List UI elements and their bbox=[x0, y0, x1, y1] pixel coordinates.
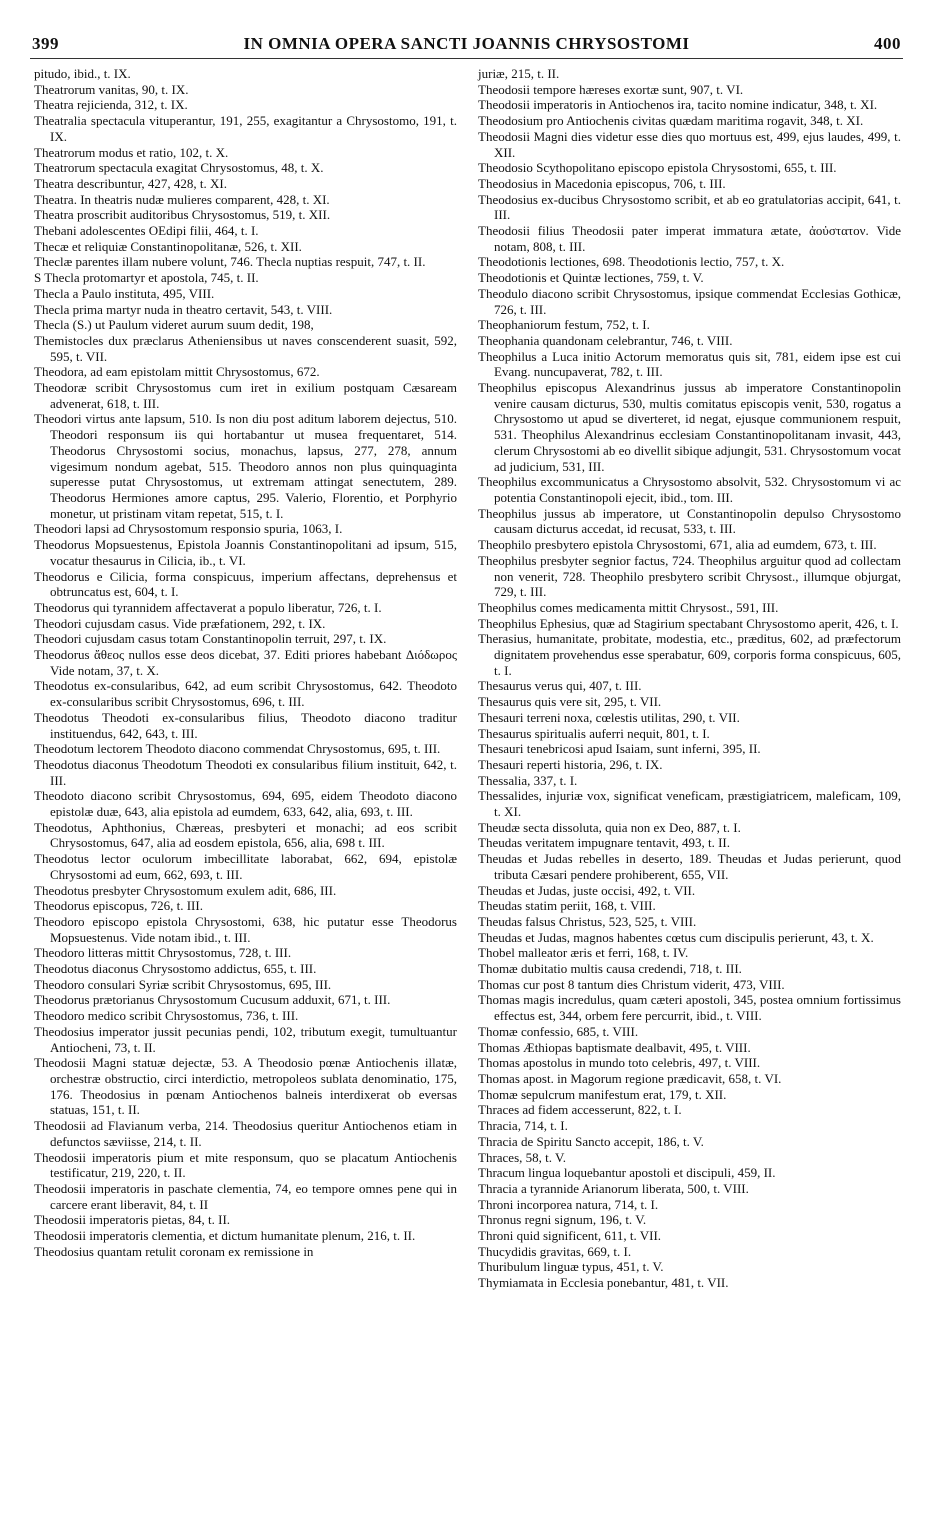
index-entry: Theodotus lector oculorum imbecillitate laborabat, 662, 694, epistolæ Chrysostomi ad eum, 662, 693, t. III. bbox=[34, 851, 457, 882]
index-entry: Theudas et Judas, juste occisi, 492, t. VII. bbox=[478, 882, 696, 898]
index-entry: Thomas Æthiopas baptismate dealbavit, 495, t. VIII. bbox=[478, 1039, 751, 1055]
index-entry: Theodosii Magni statuæ dejectæ, 53. A Theodosio pœnæ Antiochenis illatæ, orchestræ obstructio, circi interdictio, metropoleos sublata denominatio, 175, 176. Theodosius in pœnam Antiochenos balneis interdixerat ob eversas statuas, 151, t. II. bbox=[34, 1055, 457, 1118]
index-entry: Theodulo diacono scribit Chrysostomus, ipsique commendat Ecclesias Gothicæ, 726, t. III. bbox=[478, 285, 901, 317]
index-entry: Theodosium pro Antiochenis civitas quædam maritima rogavit, 348, t. XI. bbox=[478, 113, 864, 129]
index-entry: Theodori cujusdam casus totam Constantinopolin terruit, 297, t. IX. bbox=[34, 631, 387, 647]
index-entry: Thesaurus verus qui, 407, t. III. bbox=[478, 678, 642, 694]
index-entry: Theodosii imperatoris in Antiochenos ira, tacito nomine indicatur, 348, t. XI. bbox=[478, 97, 878, 113]
index-entry: Theodoro litteras mittit Chrysostomus, 728, t. III. bbox=[34, 945, 292, 961]
index-entry: Theudas statim periit, 168, t. VIII. bbox=[478, 898, 656, 914]
index-entry: Thronus regni signum, 196, t. V. bbox=[478, 1212, 647, 1228]
index-entry: Theodoro consulari Syriæ scribit Chrysostomus, 695, III. bbox=[34, 976, 332, 992]
index-entry: Theophaniorum festum, 752, t. I. bbox=[478, 317, 650, 333]
index-entry: Thesauri reperti historia, 296, t. IX. bbox=[478, 756, 663, 772]
index-entry: Thraces, 58, t. V. bbox=[478, 1149, 566, 1165]
index-entry: Theatrorum vanitas, 90, t. IX. bbox=[34, 81, 189, 97]
index-entry: Theophilus jussus ab imperatore, ut Constantinopolin depulso Chrysostomo causam dicturus accedat, id recusat, 533, t. III. bbox=[478, 505, 901, 537]
index-entry: Theodori virtus ante lapsum, 510. Is non diu post aditum laborem dejectus, 510. Theodori responsum iis qui hortabantur ut musea frequentaret, 514. Theodorus Chrysostomi socius, monachus, lapsus, 277, 278, annum vigesimum nondum agebat, 515. Theodoro annos non plus quinquaginta superesse putat Chrysostomus, ut extremam attingat senectutem, 289. Theodorus Hermiones amore captus, 295. Valerio, Florentio, et Porphyrio monetur, ut pristinam vitam repetat, 515, t. I. bbox=[34, 411, 457, 521]
index-entry: Theudas et Judas rebelles in deserto, 189. Theudas et Judas perierunt, quod tributa Cæsari pendere prohiberent, 655, VII. bbox=[478, 851, 901, 882]
index-entry: Theodorus prætorianus Chrysostomum Cucusum adduxit, 671, t. III. bbox=[34, 992, 391, 1008]
index-entry: Theodotus Theodoti ex-consularibus filius, Theodoto diacono traditur instituendus, 642, 643, t. III. bbox=[34, 709, 457, 741]
index-entry: Theudas et Judas, magnos habentes cœtus cum discipulis perierunt, 43, t. X. bbox=[478, 929, 874, 945]
index-entry: Theodosius quantam retulit coronam ex remissione in bbox=[34, 1243, 314, 1259]
index-entry: Theodorus qui tyrannidem affectaverat a populo liberatur, 726, t. I. bbox=[34, 599, 382, 615]
index-entry: Theatra describuntur, 427, 428, t. XI. bbox=[34, 175, 227, 191]
index-entry: Theophilus Ephesius, quæ ad Stagirium spectabant Chrysostomo aperit, 426, t. I. bbox=[478, 615, 899, 631]
index-entry: Thomas apostolus in mundo toto celebris, 497, t. VIII. bbox=[478, 1055, 761, 1071]
index-entry: Thomæ dubitatio multis causa credendi, 718, t. III. bbox=[478, 961, 742, 977]
index-entry: Thymiamata in Ecclesia ponebantur, 481, t. VII. bbox=[478, 1275, 729, 1291]
index-entry: Theodosii Magni dies videtur esse dies quo mortuus est, 499, ejus laudes, 499, t. XII. bbox=[478, 128, 901, 160]
index-entry: Theodora, ad eam epistolam mittit Chrysostomus, 672. bbox=[34, 364, 320, 380]
index-entry: Theudæ secta dissoluta, quia non ex Deo, 887, t. I. bbox=[478, 819, 741, 835]
index-entry: Thomæ confessio, 685, t. VIII. bbox=[478, 1023, 639, 1039]
index-entry: Thucydidis gravitas, 669, t. I. bbox=[478, 1243, 632, 1259]
index-entry: Theatrorum modus et ratio, 102, t. X. bbox=[34, 144, 229, 160]
header-rule bbox=[30, 58, 903, 59]
index-entry: Theophilo presbytero epistola Chrysostomi, 671, alia ad eumdem, 673, t. III. bbox=[478, 537, 877, 553]
index-entry: Theophilus episcopus Alexandrinus jussus ab imperatore Constantinopolin venire causam dicturus, 530, multis comitatus episcopis venit, 530, rogatus a Chrysostomo ut apud se diverteret, id negat, ejusque communionem respuit, 531. Theophilus Alexandrinus ecclesiam Constantinopolitanam invasit, 443, clerum Chrysostomi ab eo divellit sibique adjungit, 531. Chrysostomum vocat ad judicium, 531, III. bbox=[478, 380, 901, 474]
page-number-right: 400 bbox=[874, 34, 901, 53]
running-title: IN OMNIA OPERA SANCTI JOANNIS CHRYSOSTOMI bbox=[243, 34, 690, 53]
index-entry: Theudas veritatem impugnare tentavit, 493, t. II. bbox=[478, 835, 730, 851]
index-entry: Thracia de Spiritu Sancto accepit, 186, t. V. bbox=[478, 1133, 704, 1149]
index-entry: Thracum lingua loquebantur apostoli et discipuli, 459, II. bbox=[478, 1165, 776, 1181]
index-entry: Theodosii imperatoris in paschate clementia, 74, eo tempore omnes pene qui in carcere erant liberavit, 84, t. II bbox=[34, 1180, 457, 1212]
index-entry: pitudo, ibid., t. IX. bbox=[34, 66, 131, 81]
index-entry: Theodosii tempore hæreses exortæ sunt, 907, t. VI. bbox=[478, 81, 744, 97]
index-entry: Theophania quandonam celebrantur, 746, t. VIII. bbox=[478, 332, 733, 348]
index-entry: Theodori cujusdam casus. Vide præfationem, 292, t. IX. bbox=[34, 615, 326, 631]
index-entry: Thesauri tenebricosi apud Isaiam, sunt inferni, 395, II. bbox=[478, 741, 761, 757]
index-entry: Theophilus presbyter segnior factus, 724. Theophilus arguitur quod ad collectam non venerit, 728. Theophilo presbytero scribit Chrysost., illumque objurgat, 729, t. III. bbox=[478, 552, 901, 600]
index-entry: Thessalia, 337, t. I. bbox=[478, 772, 578, 788]
index-entry: Theodotionis lectiones, 698. Theodotionis lectio, 757, t. X. bbox=[478, 254, 785, 270]
index-entry: Theodorus ἄθεος nullos esse deos dicebat, 37. Editi priores habebant Διόδωρος Vide notam, 37, t. X. bbox=[34, 647, 457, 678]
index-entry: S Thecla protomartyr et apostola, 745, t. II. bbox=[34, 270, 259, 286]
index-entry: Theatra rejicienda, 312, t. IX. bbox=[34, 97, 188, 113]
index-entry: Thesauri terreni noxa, cœlestis utilitas, 290, t. VII. bbox=[478, 709, 740, 725]
index-entry: Throni quid significent, 611, t. VII. bbox=[478, 1228, 662, 1244]
index-entry: Thecla prima martyr nuda in theatro certavit, 543, t. VIII. bbox=[34, 301, 333, 317]
index-entry: Theatra proscribit auditoribus Chrysostomus, 519, t. XII. bbox=[34, 207, 331, 223]
page-header bbox=[30, 30, 903, 58]
index-entry: Therasius, humanitate, probitate, modestia, etc., præditus, 602, ad præfectorum dignitatem provehendus esse sperabatur, 609, corporis forma conspicuus, 605, t. I. bbox=[478, 631, 901, 678]
index-entry: Thracia a tyrannide Arianorum liberata, 500, t. VIII. bbox=[478, 1180, 749, 1196]
index-entry: Theodotus diaconus Chrysostomo addictus, 655, t. III. bbox=[34, 961, 317, 977]
index-entry: Theodosii imperatoris clementia, et dictum humanitate plenum, 216, t. II. bbox=[34, 1228, 416, 1244]
index-entry: Thecla (S.) ut Paulum videret aurum suum dedit, 198, bbox=[34, 317, 314, 333]
index-entry: Theodotus diaconus Theodotum Theodoti ex consularibus filium instituit, 642, t. III. bbox=[34, 756, 457, 788]
index-entry: Theodosii imperatoris pietas, 84, t. II. bbox=[34, 1212, 231, 1228]
index-entry: Thessalides, injuriæ vox, significat veneficam, præstigiatricem, maleficam, 109, t. XI. bbox=[478, 788, 901, 820]
index-entry: Theophilus comes medicamenta mittit Chrysost., 591, III. bbox=[478, 599, 779, 615]
index-entry: Thobel malleator æris et ferri, 168, t. IV. bbox=[478, 945, 689, 961]
index-entry: juriæ, 215, t. II. bbox=[478, 66, 560, 81]
index-entry: Thesaurus spiritualis auferri nequit, 801, t. I. bbox=[478, 725, 710, 741]
index-entry: Thomas cur post 8 tantum dies Christum viderit, 473, VIII. bbox=[478, 976, 785, 992]
index-entry: Theatralia spectacula vituperantur, 191, 255, exagitantur a Chrysostomo, 191, t. IX. bbox=[34, 113, 457, 144]
index-entry: Theodoto diacono scribit Chrysostomus, 694, 695, eidem Theodoto diacono epistolæ duæ, 643, alia epistola ad eumdem, 633, 642, alia, 693, t. III. bbox=[34, 788, 457, 820]
index-entry: Theodoro medico scribit Chrysostomus, 736, t. III. bbox=[34, 1008, 299, 1024]
right-column bbox=[478, 66, 901, 1291]
index-entry: Theodosio Scythopolitano episcopo epistola Chrysostomi, 655, t. III. bbox=[478, 160, 837, 176]
index-entry: Theatrorum spectacula exagitat Chrysostomus, 48, t. X. bbox=[34, 160, 324, 176]
index-entry: Theodotus ex-consularibus, 642, ad eum scribit Chrysostomus, 642. Theodoto ex-consularibus scribit Chrysostomus, 696, t. III. bbox=[34, 678, 457, 710]
index-entry: Theodosii imperatoris pium et mite responsum, quo se placatum Antiochenis testificatur, 219, 220, t. II. bbox=[34, 1149, 457, 1181]
index-entry: Theodosii filius Theodosii pater imperat immatura ætate, ἀοὐστατον. Vide notam, 808, t. III. bbox=[478, 223, 901, 254]
index-entry: Theodoro episcopo epistola Chrysostomi, 638, hic putatur esse Theodorus Mopsuestenus. Vide notam ibid., t. III. bbox=[34, 913, 457, 945]
index-entry: Thebani adolescentes OEdipi filii, 464, t. I. bbox=[34, 223, 259, 239]
index-entry: Theodoræ scribit Chrysostomus cum iret in exilium postquam Cæsaream advenerat, 618, t. III. bbox=[34, 380, 457, 411]
index-entry: Thuribulum linguæ typus, 451, t. V. bbox=[478, 1259, 664, 1275]
index-entry: Thraces ad fidem accesserunt, 822, t. I. bbox=[478, 1102, 682, 1118]
index-entry: Theodori lapsi ad Chrysostomum responsio spuria, 1063, I. bbox=[34, 521, 343, 537]
left-column bbox=[34, 66, 457, 1259]
index-entry: Thomas apost. in Magorum regione prædicavit, 658, t. VI. bbox=[478, 1071, 782, 1086]
index-entry: Theodosius in Macedonia episcopus, 706, t. III. bbox=[478, 175, 726, 191]
index-entry: Throni incorporea natura, 714, t. I. bbox=[478, 1196, 659, 1212]
index-entry: Theodotum lectorem Theodoto diacono commendat Chrysostomus, 695, t. III. bbox=[34, 741, 441, 757]
index-entry: Theodosius ex-ducibus Chrysostomo scribit, et ab eo gratulatorias accipit, 641, t. III. bbox=[478, 191, 901, 223]
index-entry: Themistocles dux præclarus Atheniensibus ut naves conscenderent suasit, 592, 595, t. VII. bbox=[34, 332, 457, 364]
index-entry: Theatra. In theatris nudæ mulieres comparent, 428, t. XI. bbox=[34, 191, 330, 207]
index-entry: Thomas magis incredulus, quam cæteri apostoli, 345, postea omnium fortissimus effectus est, 344, orbem fere percurrit, ibid., t. VIII. bbox=[478, 992, 901, 1024]
index-entry: Theophilus a Luca initio Actorum memoratus quis sit, 781, eidem ipse est cui Evang. nuncupaverat, 782, t. III. bbox=[478, 348, 901, 380]
index-entry: Theodorus e Cilicia, forma conspicuus, imperium affectans, deprehensus et obtruncatus est, 604, t. I. bbox=[34, 568, 457, 600]
index-entry: Thesaurus quis vere sit, 295, t. VII. bbox=[478, 694, 662, 710]
index-entry: Theodotionis et Quintæ lectiones, 759, t. V. bbox=[478, 270, 704, 286]
index-entry: Thecæ et reliquiæ Constantinopolitanæ, 526, t. XII. bbox=[34, 238, 302, 254]
index-entry: Theophilus excommunicatus a Chrysostomo absolvit, 532. Chrysostomum vi ac potentia Constantinopoli ejecit, ibid., tom. III. bbox=[478, 474, 901, 505]
index-entry: Theudas falsus Christus, 523, 525, t. VIII. bbox=[478, 913, 697, 929]
index-entry: Theodorus Mopsuestenus, Epistola Joannis Constantinopolitani ad ipsum, 515, vocatur thesaurus in Cilicia, ib., t. VI. bbox=[34, 537, 457, 568]
index-entry: Theodorus episcopus, 726, t. III. bbox=[34, 898, 203, 914]
index-entry: Theodotus presbyter Chrysostomum exulem adit, 686, III. bbox=[34, 882, 337, 898]
index-entry: Thomæ sepulcrum manifestum erat, 179, t. XII. bbox=[478, 1086, 727, 1102]
index-entry: Theclæ parentes illam nubere volunt, 746. Thecla nuptias respuit, 747, t. II. bbox=[34, 254, 426, 270]
index-entry: Thracia, 714, t. I. bbox=[478, 1118, 568, 1134]
index-entry: Theodosii ad Flavianum verba, 214. Theodosius queritur Antiochenos etiam in defunctos sæviisse, 214, t. II. bbox=[34, 1118, 457, 1149]
index-entry: Thecla a Paulo instituta, 495, VIII. bbox=[34, 285, 215, 301]
page-number-left: 399 bbox=[32, 34, 59, 53]
index-entry: Theodotus, Aphthonius, Chæreas, presbyteri et monachi; ad eos scribit Chrysostomus, 647, alia ad eosdem epistola, 656, alia, 698 t. III. bbox=[34, 819, 457, 851]
index-entry: Theodosius imperator jussit pecunias pendi, 102, tributum exegit, tumultuantur Antiocheni, 73, t. II. bbox=[34, 1023, 457, 1055]
